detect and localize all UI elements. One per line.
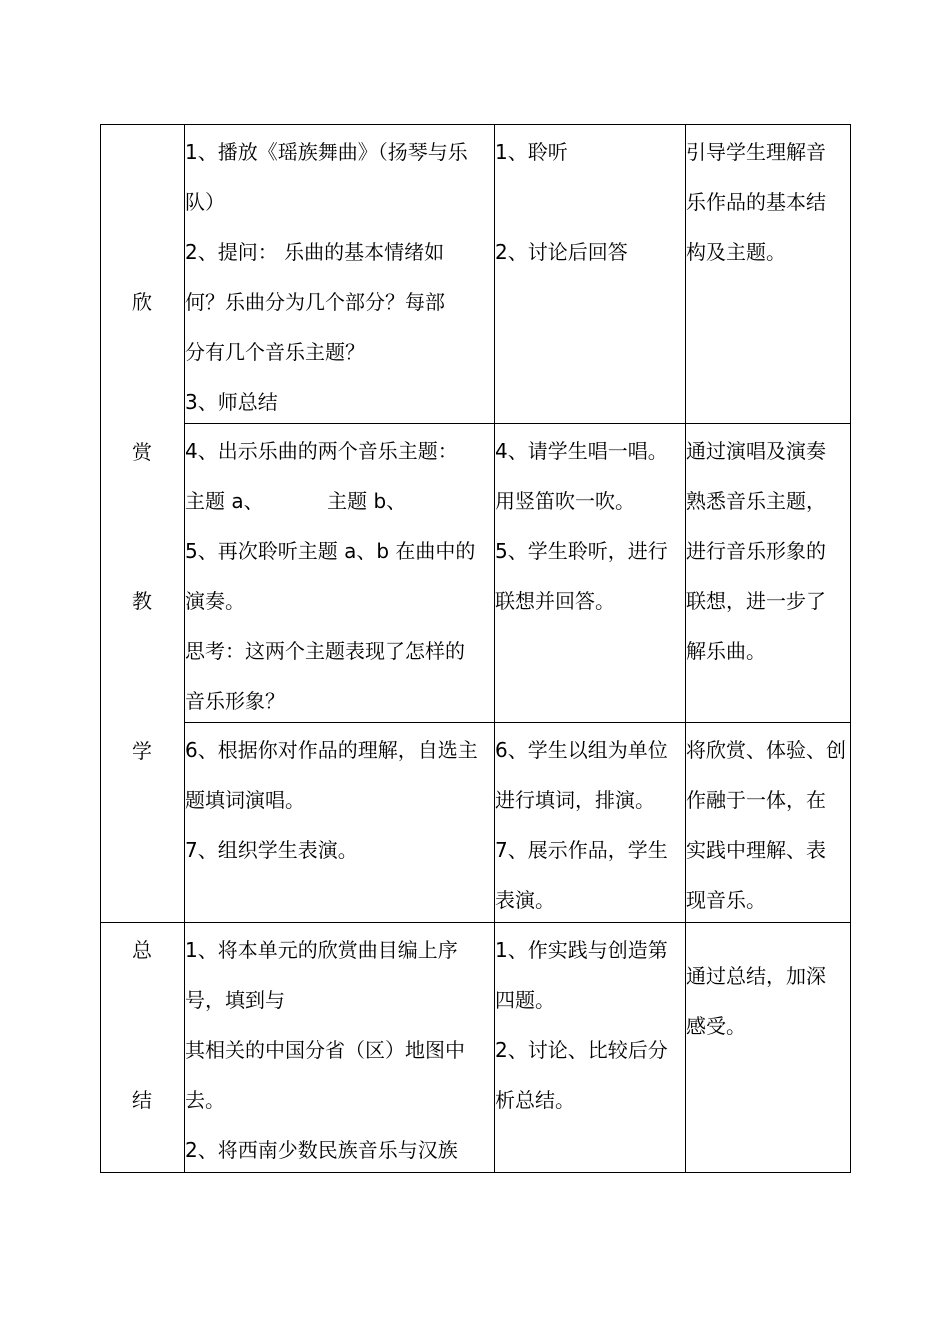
- text-line: 四题。: [495, 988, 555, 1012]
- text-line: 进行填词，排演。: [495, 788, 655, 812]
- text-line: [495, 177, 685, 227]
- text-line: 通过演唱及演奏: [686, 439, 826, 463]
- text-line: 其相关的中国分省（区）地图中: [185, 1038, 465, 1062]
- text-line: 1、播放《瑶族舞曲》（扬琴与乐: [185, 140, 468, 164]
- student-activity-cell: [495, 127, 685, 277]
- section-label-char: 赏: [132, 440, 152, 464]
- teacher-activity-cell: [185, 426, 494, 726]
- section-label-char: 结: [132, 1088, 152, 1112]
- text-line: 2、讨论、比较后分: [495, 1038, 668, 1062]
- text-line: 7、展示作品，学生: [495, 838, 668, 862]
- text-line: 感受。: [686, 1014, 746, 1038]
- design-purpose-cell: [686, 725, 850, 925]
- text-line: 进行音乐形象的: [686, 539, 826, 563]
- text-line: 将欣赏、体验、创: [686, 738, 846, 762]
- table-border-right: [850, 124, 851, 1173]
- text-line: 主题 a、 主题 b、: [185, 489, 407, 513]
- student-activity-cell: [495, 426, 685, 626]
- text-line: 演奏。: [185, 589, 245, 613]
- text-line: 作融于一体，在: [686, 788, 826, 812]
- text-line: 6、学生以组为单位: [495, 738, 668, 762]
- section-label-char: 学: [132, 739, 152, 763]
- text-line: 1、作实践与创造第: [495, 938, 668, 962]
- table-border-top: [100, 124, 851, 125]
- text-line: 乐作品的基本结: [686, 190, 826, 214]
- text-line: 构及主题。: [686, 240, 786, 264]
- text-line: 联想并回答。: [495, 589, 615, 613]
- design-purpose-cell: [686, 426, 850, 676]
- text-line: 思考：这两个主题表现了怎样的: [185, 639, 465, 663]
- text-line: 熟悉音乐主题，: [686, 489, 826, 513]
- teacher-activity-cell: [185, 127, 494, 427]
- text-line: 引导学生理解音: [686, 140, 826, 164]
- text-line: 2、讨论后回答: [495, 240, 628, 264]
- text-line: 号，填到与: [185, 988, 285, 1012]
- student-activity-cell: [495, 725, 685, 925]
- text-line: 分有几个音乐主题？: [185, 340, 365, 364]
- student-activity-cell: [495, 925, 685, 1125]
- teacher-activity-cell: [185, 925, 494, 1175]
- text-line: 析总结。: [495, 1088, 575, 1112]
- text-line: 题填词演唱。: [185, 788, 305, 812]
- text-line: 1、聆听: [495, 140, 568, 164]
- text-line: 解乐曲。: [686, 639, 766, 663]
- design-purpose-cell: [686, 127, 850, 277]
- text-line: 5、学生聆听，进行: [495, 539, 668, 563]
- text-line: 何？乐曲分为几个部分？每部: [185, 290, 445, 314]
- section-label-char: 教: [132, 589, 152, 613]
- text-line: 2、将西南少数民族音乐与汉族: [185, 1138, 458, 1162]
- section-label-char: 总: [132, 938, 152, 962]
- section-label-char: 欣: [132, 290, 152, 314]
- teacher-activity-cell: [185, 725, 494, 875]
- text-line: 通过总结，加深: [686, 964, 826, 988]
- text-line: 实践中理解、表: [686, 838, 826, 862]
- text-line: 4、出示乐曲的两个音乐主题：: [185, 439, 458, 463]
- text-line: 音乐形象？: [185, 689, 285, 713]
- text-line: 2、提问： 乐曲的基本情绪如: [185, 240, 445, 264]
- text-line: 1、将本单元的欣赏曲目编上序: [185, 938, 458, 962]
- text-line: 4、请学生唱一唱。: [495, 439, 668, 463]
- text-line: 6、根据你对作品的理解，自选主: [185, 738, 478, 762]
- table-border-left: [100, 124, 101, 1173]
- text-line: 队）: [185, 190, 225, 214]
- text-line: 现音乐。: [686, 888, 766, 912]
- text-line: 去。: [185, 1088, 225, 1112]
- text-line: 5、再次聆听主题 a、b 在曲中的: [185, 539, 476, 563]
- text-line: 3、师总结: [185, 390, 278, 414]
- text-line: 表演。: [495, 888, 555, 912]
- text-line: 联想，进一步了: [686, 589, 826, 613]
- text-line: 7、组织学生表演。: [185, 838, 358, 862]
- text-line: 用竖笛吹一吹。: [495, 489, 635, 513]
- design-purpose-cell: [686, 951, 850, 1051]
